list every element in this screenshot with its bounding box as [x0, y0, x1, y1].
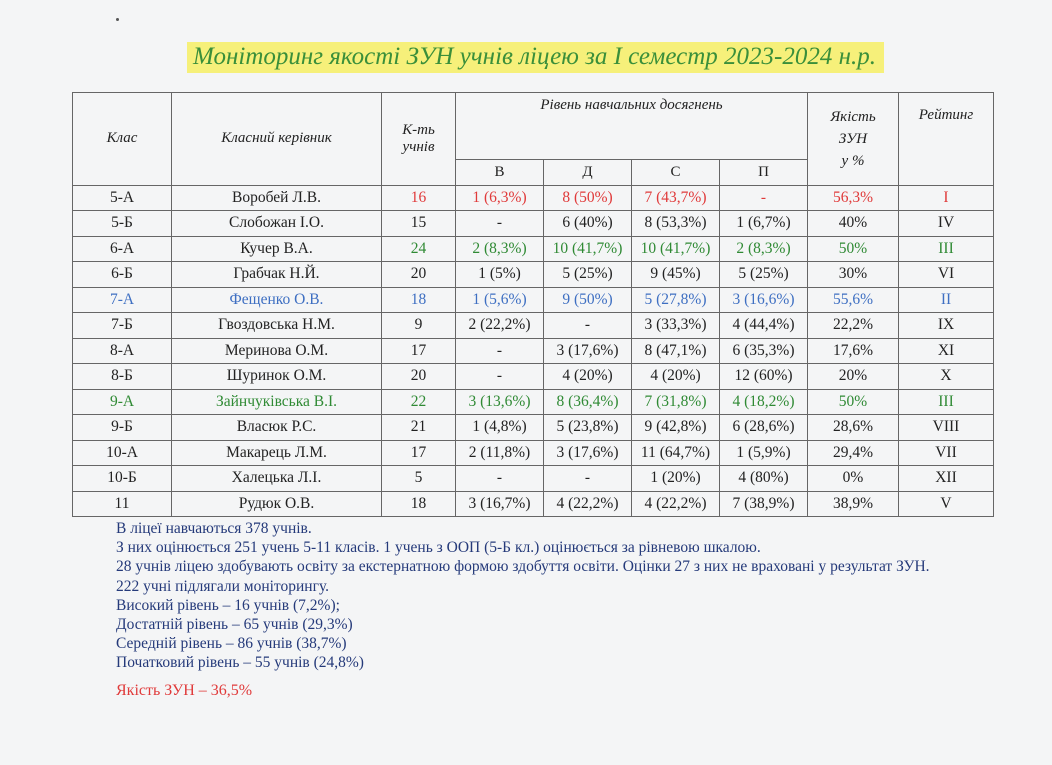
cell-teacher: Макарець Л.М.	[172, 440, 382, 466]
table-row	[73, 236, 994, 262]
cell-count: 15	[382, 211, 456, 237]
cell-level-v: 2 (8,3%)	[456, 236, 544, 262]
note-line: В ліцеї навчаються 378 учнів.	[116, 520, 312, 537]
cell-level-p: 1 (6,7%)	[720, 211, 808, 237]
header-level-s: С	[632, 160, 720, 186]
cell-level-s: 10 (41,7%)	[632, 236, 720, 262]
cell-class: 5-Б	[73, 211, 172, 237]
cell-quality: 30%	[808, 262, 899, 288]
cell-rating: VІІІ	[899, 415, 994, 441]
cell-class: 9-А	[73, 389, 172, 415]
cell-level-p: -	[720, 185, 808, 211]
cell-level-v: -	[456, 211, 544, 237]
cell-level-s: 3 (33,3%)	[632, 313, 720, 339]
cell-count: 20	[382, 364, 456, 390]
cell-level-d: -	[544, 466, 632, 492]
cell-rating: ХІІ	[899, 466, 994, 492]
cell-class: 8-А	[73, 338, 172, 364]
cell-level-v: 2 (22,2%)	[456, 313, 544, 339]
cell-rating: Х	[899, 364, 994, 390]
cell-teacher: Грабчак Н.Й.	[172, 262, 382, 288]
cell-count: 18	[382, 287, 456, 313]
cell-level-p: 3 (16,6%)	[720, 287, 808, 313]
table-row	[73, 364, 994, 390]
cell-level-s: 11 (64,7%)	[632, 440, 720, 466]
table-row	[73, 262, 994, 288]
cell-quality: 50%	[808, 236, 899, 262]
note-line: 222 учні підлягали моніторингу.	[116, 577, 330, 595]
header-level-v: В	[456, 160, 544, 186]
note-line: Середній рівень – 86 учнів (38,7%)	[116, 635, 347, 653]
cell-class: 10-А	[73, 440, 172, 466]
cell-count: 22	[382, 389, 456, 415]
cell-teacher: Меринова О.М.	[172, 338, 382, 364]
cell-level-v: -	[456, 466, 544, 492]
cell-level-s: 4 (22,2%)	[632, 491, 720, 517]
cell-count: 18	[382, 491, 456, 517]
cell-count: 24	[382, 236, 456, 262]
cell-rating: V	[899, 491, 994, 517]
cell-teacher: Фещенко О.В.	[172, 287, 382, 313]
cell-level-s: 9 (45%)	[632, 262, 720, 288]
cell-count: 21	[382, 415, 456, 441]
cell-rating: ІІІ	[899, 236, 994, 262]
cell-level-p: 4 (44,4%)	[720, 313, 808, 339]
cell-quality: 40%	[808, 211, 899, 237]
cell-level-d: -	[544, 313, 632, 339]
cell-quality: 22,2%	[808, 313, 899, 339]
cell-level-d: 9 (50%)	[544, 287, 632, 313]
cell-level-p: 7 (38,9%)	[720, 491, 808, 517]
cell-level-v: 2 (11,8%)	[456, 440, 544, 466]
table-row	[73, 287, 994, 313]
cell-level-s: 4 (20%)	[632, 364, 720, 390]
cell-level-v: 3 (13,6%)	[456, 389, 544, 415]
header-quality: Якість ЗУН у %	[808, 93, 899, 186]
cell-level-d: 4 (20%)	[544, 364, 632, 390]
monitoring-table	[72, 92, 994, 517]
cell-class: 7-А	[73, 287, 172, 313]
cell-rating: ІІ	[899, 287, 994, 313]
table-row	[73, 185, 994, 211]
cell-count: 17	[382, 440, 456, 466]
cell-rating: І	[899, 185, 994, 211]
cell-class: 5-А	[73, 185, 172, 211]
cell-level-s: 1 (20%)	[632, 466, 720, 492]
cell-quality: 28,6%	[808, 415, 899, 441]
cell-level-p: 4 (18,2%)	[720, 389, 808, 415]
cell-teacher: Зайнчуківська В.І.	[172, 389, 382, 415]
cell-count: 5	[382, 466, 456, 492]
cell-teacher: Власюк Р.С.	[172, 415, 382, 441]
cell-level-d: 3 (17,6%)	[544, 338, 632, 364]
cell-class: 8-Б	[73, 364, 172, 390]
cell-rating: ХІ	[899, 338, 994, 364]
table-body	[73, 185, 994, 517]
header-level-p: П	[720, 160, 808, 186]
cell-teacher: Воробей Л.В.	[172, 185, 382, 211]
cell-teacher: Халецька Л.І.	[172, 466, 382, 492]
cell-quality: 20%	[808, 364, 899, 390]
table-row	[73, 415, 994, 441]
cell-quality: 38,9%	[808, 491, 899, 517]
cell-level-p: 2 (8,3%)	[720, 236, 808, 262]
cell-level-v: 1 (5,6%)	[456, 287, 544, 313]
cell-teacher: Рудюк О.В.	[172, 491, 382, 517]
cell-level-d: 3 (17,6%)	[544, 440, 632, 466]
scan-speck	[116, 18, 119, 21]
cell-class: 6-А	[73, 236, 172, 262]
cell-count: 16	[382, 185, 456, 211]
note-line: Початковий рівень – 55 учнів (24,8%)	[116, 654, 364, 672]
cell-level-p: 1 (5,9%)	[720, 440, 808, 466]
cell-level-p: 12 (60%)	[720, 364, 808, 390]
quality-summary: Якість ЗУН – 36,5%	[116, 682, 253, 699]
cell-count: 20	[382, 262, 456, 288]
cell-level-d: 10 (41,7%)	[544, 236, 632, 262]
cell-level-v: 1 (6,3%)	[456, 185, 544, 211]
cell-class: 9-Б	[73, 415, 172, 441]
cell-level-s: 8 (47,1%)	[632, 338, 720, 364]
cell-class: 7-Б	[73, 313, 172, 339]
cell-teacher: Слобожан І.О.	[172, 211, 382, 237]
cell-level-p: 5 (25%)	[720, 262, 808, 288]
cell-class: 10-Б	[73, 466, 172, 492]
table-row	[73, 491, 994, 517]
cell-count: 9	[382, 313, 456, 339]
cell-level-s: 5 (27,8%)	[632, 287, 720, 313]
cell-rating: ІІІ	[899, 389, 994, 415]
header-teacher: Класний керівник	[172, 93, 382, 186]
cell-quality: 17,6%	[808, 338, 899, 364]
header-class: Клас	[73, 93, 172, 186]
cell-rating: VІІ	[899, 440, 994, 466]
cell-quality: 0%	[808, 466, 899, 492]
cell-level-s: 7 (43,7%)	[632, 185, 720, 211]
cell-quality: 29,4%	[808, 440, 899, 466]
cell-rating: ІV	[899, 211, 994, 237]
cell-level-v: 1 (5%)	[456, 262, 544, 288]
cell-level-d: 6 (40%)	[544, 211, 632, 237]
table-row	[73, 466, 994, 492]
cell-quality: 55,6%	[808, 287, 899, 313]
table-row	[73, 313, 994, 339]
cell-level-p: 4 (80%)	[720, 466, 808, 492]
cell-level-d: 5 (25%)	[544, 262, 632, 288]
cell-level-v: -	[456, 338, 544, 364]
page-title: Моніторинг якості ЗУН учнів ліцею за І семестр 2023-2024 н.р.	[187, 42, 884, 73]
table-row	[73, 211, 994, 237]
cell-rating: ІХ	[899, 313, 994, 339]
header-count: К-ть учнів	[382, 93, 456, 186]
note-line: З них оцінюється 251 учень 5-11 класів. 1 учень з ООП (5-Б кл.) оцінюється за рівневою шкалою.	[116, 539, 761, 557]
note-line: 28 учнів ліцею здобувають освіту за екстернатною формою здобуття освіти. Оцінки 27 з них не враховані у результат ЗУН.	[116, 558, 930, 576]
header-rating: Рейтинг	[899, 93, 994, 186]
cell-level-d: 5 (23,8%)	[544, 415, 632, 441]
cell-level-p: 6 (35,3%)	[720, 338, 808, 364]
cell-count: 17	[382, 338, 456, 364]
cell-class: 6-Б	[73, 262, 172, 288]
cell-level-d: 8 (36,4%)	[544, 389, 632, 415]
cell-level-d: 4 (22,2%)	[544, 491, 632, 517]
table-row	[73, 440, 994, 466]
cell-level-s: 9 (42,8%)	[632, 415, 720, 441]
note-line: Високий рівень – 16 учнів (7,2%);	[116, 596, 340, 614]
cell-level-v: -	[456, 364, 544, 390]
table-row	[73, 338, 994, 364]
header-level: Рівень навчальних досягнень	[456, 93, 808, 160]
cell-level-d: 8 (50%)	[544, 185, 632, 211]
cell-quality: 50%	[808, 389, 899, 415]
cell-level-p: 6 (28,6%)	[720, 415, 808, 441]
cell-teacher: Кучер В.А.	[172, 236, 382, 262]
cell-level-v: 3 (16,7%)	[456, 491, 544, 517]
note-line: Достатній рівень – 65 учнів (29,3%)	[116, 616, 353, 634]
header-level-d: Д	[544, 160, 632, 186]
cell-level-s: 8 (53,3%)	[632, 211, 720, 237]
cell-teacher: Шуринок О.М.	[172, 364, 382, 390]
cell-level-v: 1 (4,8%)	[456, 415, 544, 441]
cell-teacher: Гвоздовська Н.М.	[172, 313, 382, 339]
summary-notes	[116, 519, 930, 673]
cell-rating: VІ	[899, 262, 994, 288]
cell-quality: 56,3%	[808, 185, 899, 211]
cell-class: 11	[73, 491, 172, 517]
cell-level-s: 7 (31,8%)	[632, 389, 720, 415]
table-row	[73, 389, 994, 415]
